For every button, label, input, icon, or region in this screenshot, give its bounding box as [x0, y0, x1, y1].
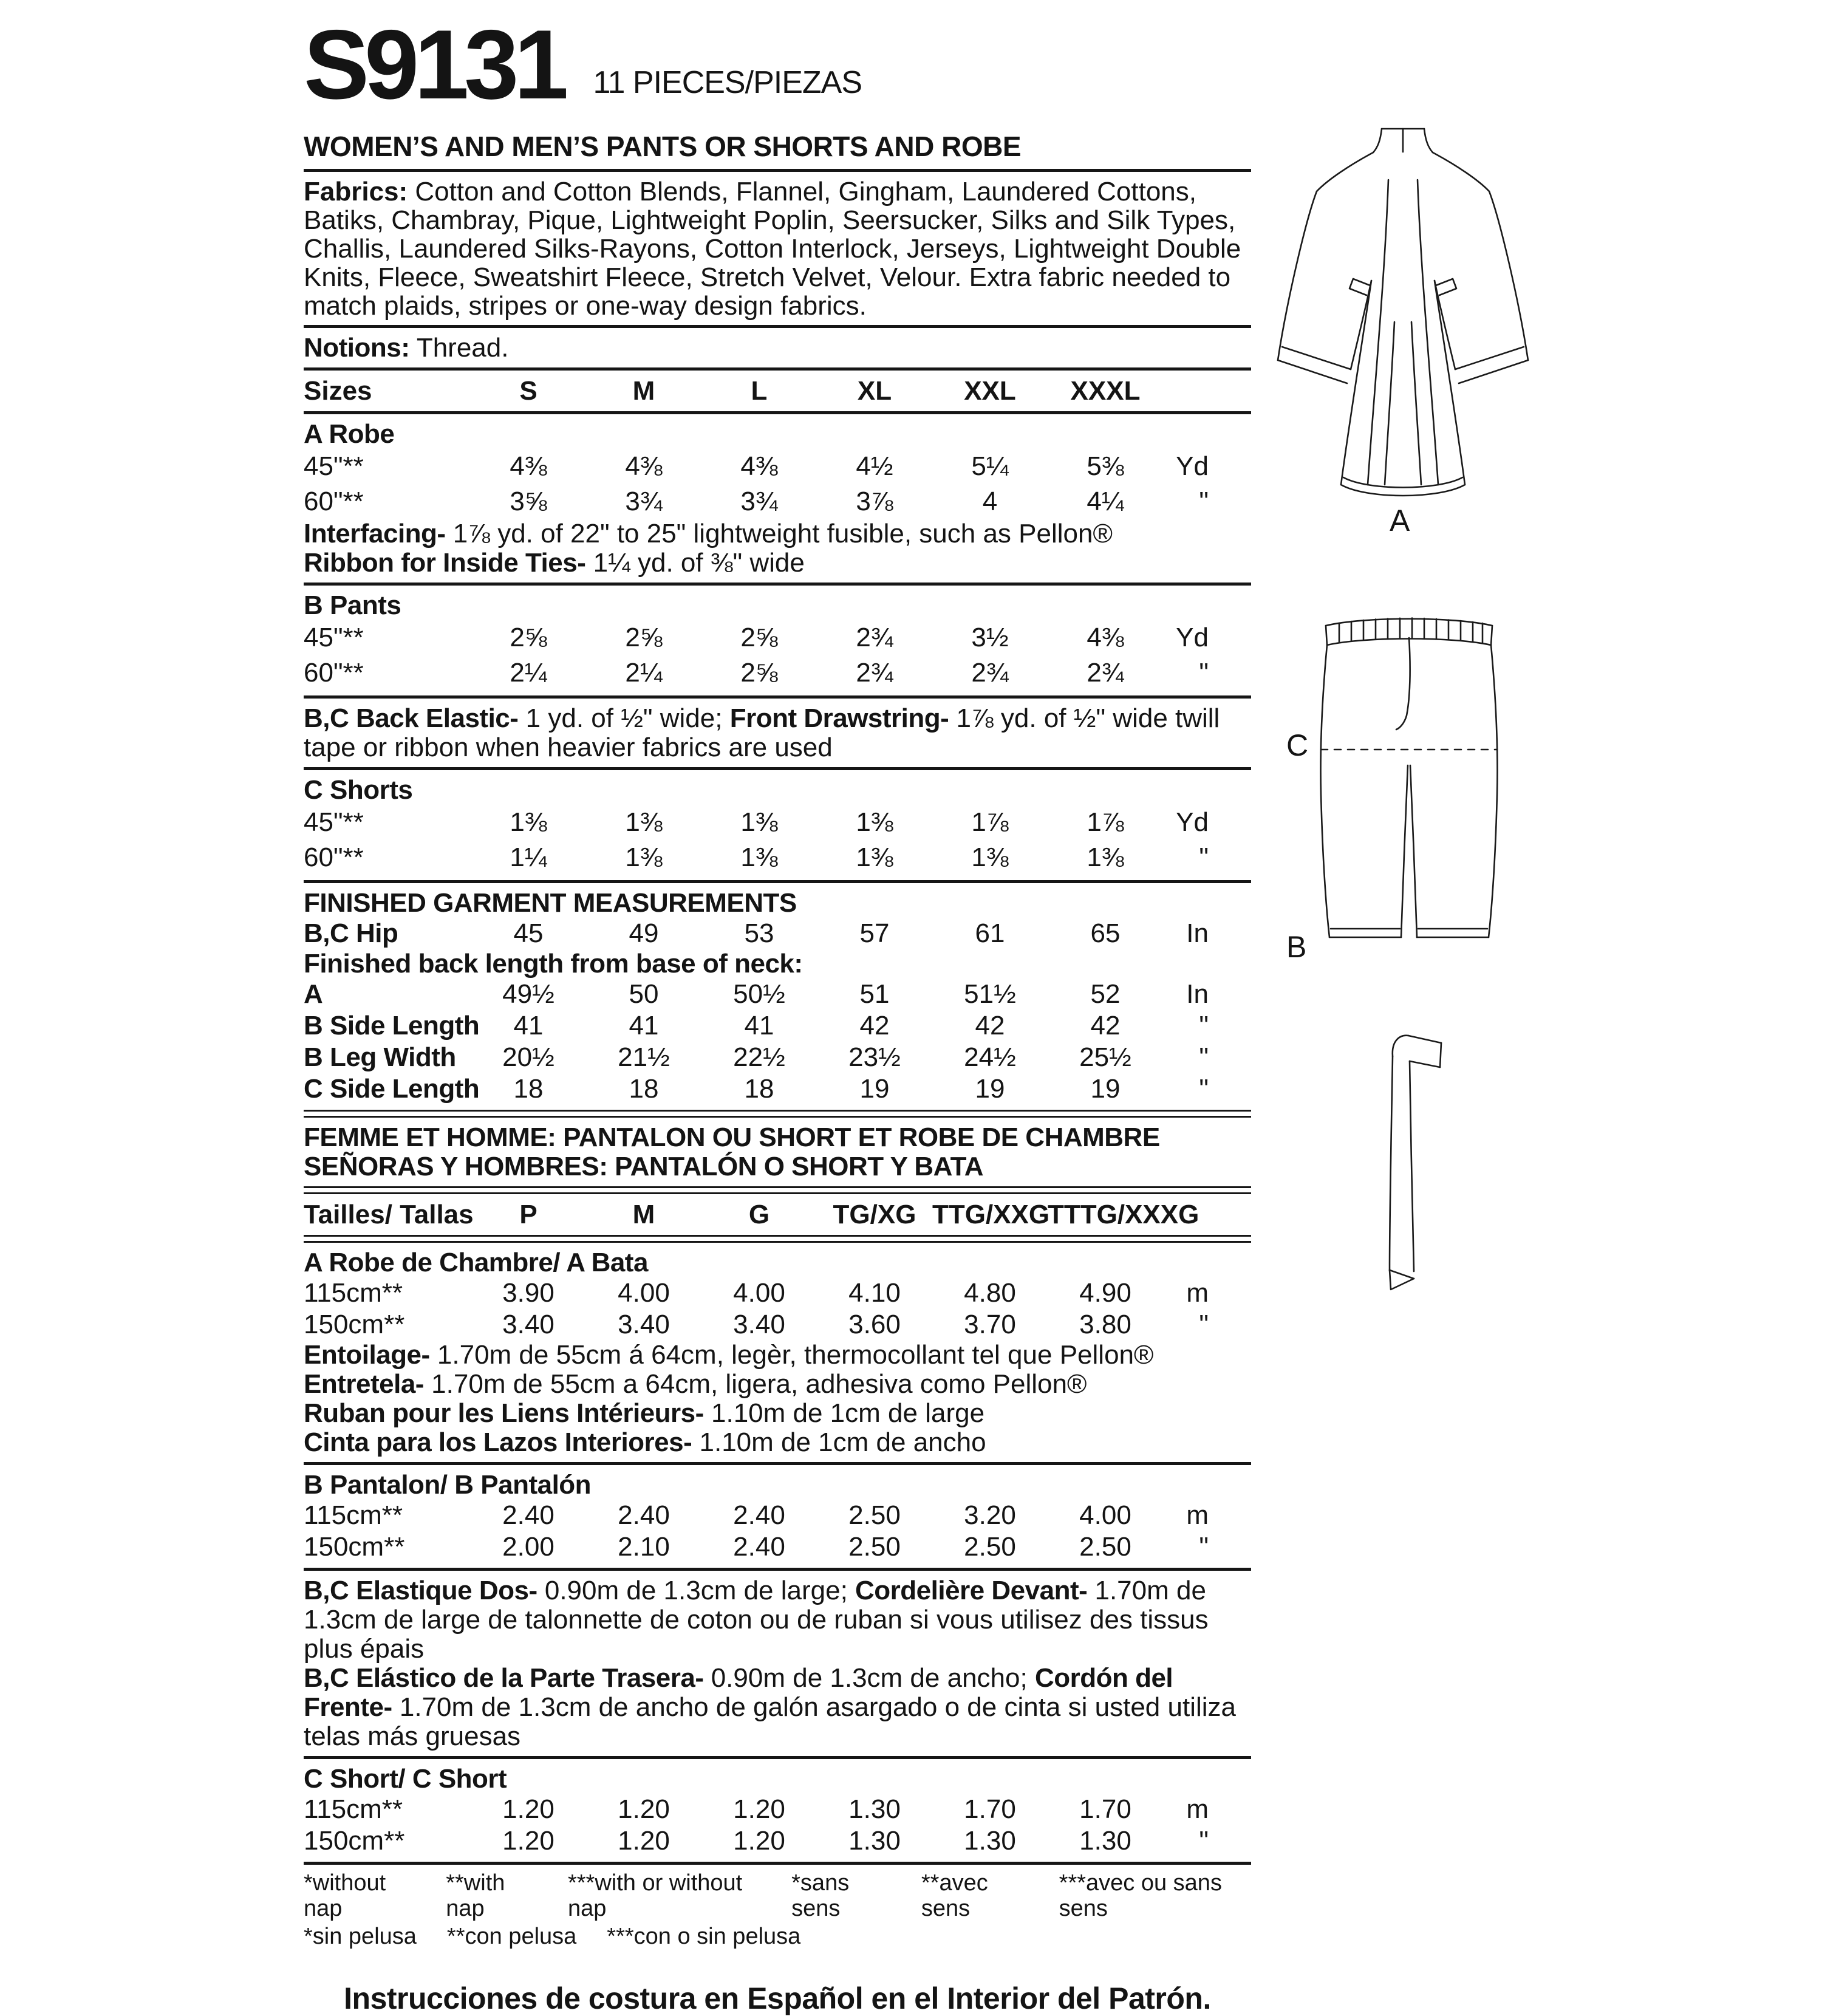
- table-row: [304, 1010, 1251, 1042]
- table-row: [304, 1825, 1251, 1857]
- table-cell: 2.10: [618, 1532, 670, 1562]
- note-lead: B,C Elastique Dos-: [304, 1576, 537, 1605]
- table-cell: 3⅞: [856, 487, 893, 516]
- footnotes-row-2: [304, 1924, 1251, 1949]
- table-cell: 1⅜: [856, 807, 893, 837]
- note-lead: Notions:: [304, 333, 410, 363]
- table-cell: 2⅝: [625, 623, 663, 652]
- tie-figure: [1370, 1030, 1448, 1303]
- row-label: B Side Length: [304, 1011, 480, 1040]
- table-cell: 41: [744, 1011, 774, 1040]
- table-cell: 2¼: [625, 658, 663, 688]
- robe-metric-table: [304, 1277, 1251, 1341]
- footnotes-row-1: [304, 1870, 1251, 1921]
- note-lead: Entretela-: [304, 1369, 424, 1399]
- unit-cell: m: [1186, 1794, 1209, 1824]
- table-cell: 4.10: [848, 1278, 901, 1308]
- row-label: 45"**: [304, 451, 364, 481]
- row-label: 45"**: [304, 623, 364, 652]
- header-label: Tailles/ Tallas: [304, 1200, 474, 1229]
- footnote-item: **with nap: [446, 1870, 505, 1921]
- sizes-header-row: [304, 376, 1251, 406]
- table-row: [304, 1309, 1251, 1341]
- divider: [304, 169, 1251, 172]
- table-cell: 1.20: [618, 1826, 670, 1856]
- unit-cell: ": [1199, 1532, 1209, 1562]
- table-cell: 4.00: [733, 1278, 785, 1308]
- table-cell: 2.00: [502, 1532, 554, 1562]
- table-cell: 1⅞: [1087, 807, 1124, 837]
- row-label: 115cm**: [304, 1500, 403, 1530]
- table-cell: 41: [513, 1011, 544, 1040]
- table-cell: 41: [629, 1011, 659, 1040]
- unit-cell: In: [1186, 918, 1209, 948]
- length-measurements-table: [304, 979, 1251, 1105]
- unit-cell: ": [1199, 658, 1209, 688]
- table-cell: 3.20: [964, 1500, 1016, 1530]
- table-cell: 2⅝: [740, 658, 778, 688]
- table-cell: 42: [1090, 1011, 1121, 1040]
- unit-cell: ": [1199, 1310, 1209, 1339]
- table-cell: 61: [975, 918, 1005, 948]
- note-lead: Cinta para los Lazos Interiores-: [304, 1427, 692, 1457]
- note-lead: Cordón del Frente-: [304, 1663, 1173, 1722]
- entoilage-note: [304, 1341, 1251, 1370]
- table-cell: 1⅜: [856, 842, 893, 872]
- page-title: WOMEN’S AND MEN’S PANTS OR SHORTS AND ROBE: [304, 131, 1021, 162]
- column-header: XL: [857, 376, 892, 406]
- table-cell: 3⅝: [510, 487, 547, 516]
- interfacing-note: [304, 519, 1251, 548]
- unit-cell: ": [1199, 1011, 1209, 1040]
- row-label: 115cm**: [304, 1278, 403, 1308]
- footnote-item: *without nap: [304, 1870, 386, 1921]
- table-cell: 2.40: [733, 1532, 785, 1562]
- table-cell: 3.80: [1079, 1310, 1131, 1339]
- section-title-b-pants: B Pants: [304, 590, 401, 620]
- table-cell: 1.70: [964, 1794, 1016, 1824]
- note-text: 1.10m de 1cm de large: [703, 1398, 985, 1428]
- row-label: 115cm**: [304, 1794, 403, 1824]
- column-header: G: [748, 1200, 770, 1229]
- footnotes-spanish: [304, 1924, 800, 1949]
- row-label: 150cm**: [304, 1310, 405, 1339]
- table-cell: 3.40: [733, 1310, 785, 1339]
- column-header: M: [632, 1200, 655, 1229]
- table-cell: 51: [859, 979, 890, 1009]
- table-cell: 3.60: [848, 1310, 901, 1339]
- hip-measurements-table: [304, 918, 1251, 949]
- divider: [304, 1756, 1251, 1759]
- column-header: L: [751, 376, 768, 406]
- table-cell: 4⅜: [625, 451, 663, 481]
- table-cell: 52: [1090, 979, 1121, 1009]
- table-row: [304, 1042, 1251, 1073]
- note-lead: Entoilage-: [304, 1340, 430, 1370]
- table-cell: 4⅜: [1087, 623, 1124, 652]
- row-label: B,C Hip: [304, 918, 398, 948]
- table-cell: 4⅜: [510, 451, 547, 481]
- row-label: 60"**: [304, 487, 364, 516]
- pattern-number: S9131: [304, 10, 564, 120]
- note-lead: Front Drawstring-: [729, 703, 949, 733]
- note-text: 1.10m de 1cm de ancho: [692, 1427, 986, 1457]
- unit-cell: ": [1199, 1826, 1209, 1856]
- table-cell: 1.30: [848, 1794, 901, 1824]
- table-cell: 2¾: [856, 623, 893, 652]
- table-cell: 3¾: [740, 487, 778, 516]
- table-cell: 2¾: [856, 658, 893, 688]
- table-row: [304, 840, 1251, 875]
- intl-heading-french: FEMME ET HOMME: PANTALON OU SHORT ET ROBE DE CHAMBRE: [304, 1122, 1160, 1152]
- elastique-note-fr: [304, 1576, 1251, 1664]
- table-cell: 1.20: [618, 1794, 670, 1824]
- table-header-row: [304, 1200, 1251, 1230]
- column-header: TG/XG: [833, 1200, 916, 1229]
- column-header: TTG/XXG: [932, 1200, 1050, 1229]
- brand-row: [304, 10, 1251, 120]
- fabrics-paragraph: [304, 177, 1251, 320]
- table-cell: 1⅜: [740, 842, 778, 872]
- table-cell: 2¼: [510, 658, 547, 688]
- table-cell: 3.70: [964, 1310, 1016, 1339]
- table-cell: 2.40: [618, 1500, 670, 1530]
- table-cell: 1.20: [502, 1794, 554, 1824]
- row-label: C Side Length: [304, 1074, 480, 1104]
- short-metric-table: [304, 1794, 1251, 1857]
- column-header: TTTG/XXXG: [1048, 1200, 1199, 1229]
- unit-cell: m: [1186, 1278, 1209, 1308]
- table-cell: 24½: [964, 1042, 1016, 1072]
- shorts-view-label: C: [1286, 728, 1309, 762]
- note-text: Thread.: [409, 333, 509, 363]
- divider: [304, 1235, 1251, 1243]
- table-row: [304, 1794, 1251, 1825]
- note-text: 1 yd. of ½" wide;: [518, 703, 730, 733]
- table-row: [304, 449, 1251, 484]
- table-cell: 1.20: [733, 1826, 785, 1856]
- table-row: [304, 620, 1251, 655]
- note-lead: B,C Back Elastic-: [304, 703, 519, 733]
- column-header: P: [519, 1200, 537, 1229]
- table-cell: 50½: [733, 979, 785, 1009]
- table-cell: 2.40: [733, 1500, 785, 1530]
- table-cell: 4.00: [618, 1278, 670, 1308]
- table-cell: 2.50: [1079, 1532, 1131, 1562]
- pants-figure: [1309, 612, 1509, 952]
- divider: [304, 767, 1251, 770]
- table-cell: 1⅜: [625, 807, 663, 837]
- table-cell: 1⅞: [971, 807, 1009, 837]
- divider: [304, 583, 1251, 586]
- table-cell: 2.50: [964, 1532, 1016, 1562]
- footnotes-french: [791, 1870, 1251, 1921]
- table-cell: 42: [975, 1011, 1005, 1040]
- note-lead: Ruban pour les Liens Intérieurs-: [304, 1398, 704, 1428]
- table-cell: 49½: [502, 979, 554, 1009]
- note-text: 1¼ yd. of ⅜" wide: [585, 548, 805, 578]
- tie-line-art: [1370, 1030, 1448, 1303]
- divider: [304, 695, 1251, 699]
- table-header-row: [304, 376, 1251, 406]
- back-length-subheader: Finished back length from base of neck:: [304, 949, 803, 979]
- table-cell: 3.40: [502, 1310, 554, 1339]
- table-cell: 1.70: [1079, 1794, 1131, 1824]
- spanish-instructions-footer: Instrucciones de costura en Español en el Interior del Patrón.: [344, 1981, 1211, 2015]
- table-cell: 1.20: [733, 1794, 785, 1824]
- table-cell: 65: [1090, 918, 1121, 948]
- divider: [304, 325, 1251, 328]
- footnote-item: **con pelusa: [446, 1924, 577, 1949]
- column-header: XXL: [964, 376, 1016, 406]
- pantalon-metric-table: [304, 1500, 1251, 1563]
- divider: [304, 880, 1251, 883]
- table-cell: 2.40: [502, 1500, 554, 1530]
- pants-line-art: [1309, 612, 1509, 952]
- table-cell: 4.00: [1079, 1500, 1131, 1530]
- table-cell: 18: [513, 1074, 544, 1104]
- b-pants-yardage-table: [304, 620, 1251, 691]
- table-cell: 1¼: [510, 842, 547, 872]
- column-header: S: [519, 376, 537, 406]
- table-cell: 18: [629, 1074, 659, 1104]
- footnote-item: *sans sens: [791, 1870, 850, 1921]
- table-cell: 20½: [502, 1042, 554, 1072]
- robe-line-art: [1269, 121, 1537, 522]
- divider: [304, 367, 1251, 371]
- note-text: 1⅞ yd. of ½" wide twill tape or ribbon when heavier fabrics are used: [304, 703, 1220, 762]
- footnotes-english: [304, 1870, 761, 1921]
- table-cell: 50: [629, 979, 659, 1009]
- robe-figure: [1269, 121, 1537, 522]
- unit-cell: ": [1199, 1042, 1209, 1072]
- table-cell: 57: [859, 918, 890, 948]
- table-cell: 25½: [1079, 1042, 1131, 1072]
- table-row: [304, 918, 1251, 949]
- table-cell: 3¾: [625, 487, 663, 516]
- finished-measurements-section: [304, 889, 1251, 1105]
- note-text: Cotton and Cotton Blends, Flannel, Gingham, Laundered Cottons, Batiks, Chambray, Pique, Lightweight Poplin, Seersucker, Silks and Silk Types, Challis, Laundered Silks-Rayons, Cotton Interlock, Jerseys, Lightweight Double Knits, Fleece, Sweatshirt Fleece, Stretch Velvet, Velour. Extra fabric needed to match plaids, stripes or one-way design fabrics.: [304, 177, 1241, 321]
- table-cell: 1⅜: [971, 842, 1009, 872]
- note-lead: Interfacing-: [304, 519, 446, 548]
- note-text: 1.70m de 55cm a 64cm, ligera, adhesiva como Pellon®: [423, 1369, 1087, 1399]
- unit-cell: ": [1199, 1074, 1209, 1104]
- footnote-item: **avec sens: [921, 1870, 988, 1921]
- table-cell: 19: [859, 1074, 890, 1104]
- table-cell: 1.30: [1079, 1826, 1131, 1856]
- table-row: [304, 1531, 1251, 1563]
- table-cell: 1.20: [502, 1826, 554, 1856]
- unit-cell: Yd: [1176, 623, 1209, 652]
- note-text: 0.90m de 1.3cm de ancho;: [703, 1663, 1035, 1693]
- unit-cell: ": [1199, 842, 1209, 872]
- table-cell: 49: [629, 918, 659, 948]
- table-row: [304, 655, 1251, 691]
- note-text: 1⅞ yd. of 22" to 25" lightweight fusible, such as Pellon®: [445, 519, 1113, 548]
- note-text: 1.70m de 1.3cm de ancho de galón asargado o de cinta si usted utiliza telas más gruesas: [304, 1692, 1236, 1751]
- table-cell: 4¼: [1087, 487, 1124, 516]
- section-title-short: C Short/ C Short: [304, 1764, 507, 1794]
- note-text: 1.70m de 1.3cm de large de talonnette de coton ou de ruban si vous utilisez des tissus plus épais: [304, 1576, 1209, 1664]
- table-cell: 19: [975, 1074, 1005, 1104]
- unit-cell: Yd: [1176, 807, 1209, 837]
- unit-cell: [1163, 1200, 1251, 1230]
- table-row: [304, 979, 1251, 1010]
- table-cell: 1⅜: [510, 807, 547, 837]
- pants-view-label: B: [1286, 930, 1307, 964]
- section-title-pantalon: B Pantalon/ B Pantalón: [304, 1470, 592, 1500]
- table-cell: 2.50: [848, 1532, 901, 1562]
- divider: [304, 411, 1251, 414]
- section-title-c-shorts: C Shorts: [304, 775, 413, 805]
- column-header: XXXL: [1070, 376, 1141, 406]
- header-label: Sizes: [304, 376, 372, 406]
- table-cell: 4: [982, 487, 998, 516]
- table-cell: 5⅜: [1087, 451, 1124, 481]
- finished-measurements-title: FINISHED GARMENT MEASUREMENTS: [304, 888, 797, 918]
- note-lead: Ribbon for Inside Ties-: [304, 548, 586, 578]
- unit-cell: [1163, 376, 1251, 406]
- note-lead: Cordelière Devant-: [855, 1576, 1088, 1605]
- table-cell: 3.90: [502, 1278, 554, 1308]
- table-cell: 42: [859, 1011, 890, 1040]
- table-row: [304, 484, 1251, 519]
- table-cell: 1⅜: [740, 807, 778, 837]
- table-cell: 19: [1090, 1074, 1121, 1104]
- footnote-item: ***avec ou sans sens: [1059, 1870, 1222, 1921]
- row-label: 60"**: [304, 842, 364, 872]
- table-cell: 1⅜: [1087, 842, 1124, 872]
- table-cell: 2.50: [848, 1500, 901, 1530]
- table-cell: 53: [744, 918, 774, 948]
- table-cell: 22½: [733, 1042, 785, 1072]
- table-row: [304, 805, 1251, 840]
- table-cell: 4.80: [964, 1278, 1016, 1308]
- intl-heading-spanish: SEÑORAS Y HOMBRES: PANTALÓN O SHORT Y BATA: [304, 1152, 984, 1181]
- footnote-item: ***with or without nap: [567, 1870, 743, 1921]
- pieces-count: 11 PIECES/PIEZAS: [593, 65, 862, 100]
- table-cell: 4½: [856, 451, 893, 481]
- note-lead: B,C Elástico de la Parte Trasera-: [304, 1663, 704, 1693]
- footnote-item: ***con o sin pelusa: [607, 1924, 801, 1949]
- table-row: [304, 1073, 1251, 1105]
- row-label: 150cm**: [304, 1826, 405, 1856]
- note-text: 0.90m de 1.3cm de large;: [537, 1576, 856, 1605]
- table-cell: 51½: [964, 979, 1016, 1009]
- note-lead: Fabrics:: [304, 177, 408, 207]
- entretela-note: [304, 1370, 1251, 1399]
- table-cell: 1⅜: [625, 842, 663, 872]
- column-header: M: [632, 376, 655, 406]
- note-text: 1.70m de 55cm á 64cm, legèr, thermocollant tel que Pellon®: [429, 1340, 1154, 1370]
- table-cell: 2¾: [1087, 658, 1124, 688]
- table-cell: 2¾: [971, 658, 1009, 688]
- table-row: [304, 1277, 1251, 1309]
- unit-cell: Yd: [1176, 451, 1209, 481]
- table-cell: 5¼: [971, 451, 1009, 481]
- metric-section: [304, 1248, 1251, 1865]
- c-shorts-yardage-table: [304, 805, 1251, 875]
- row-label: A: [304, 979, 323, 1009]
- robe-view-label: A: [1390, 504, 1410, 538]
- divider: [304, 1186, 1251, 1194]
- info-column: [304, 10, 1251, 2016]
- table-cell: 2⅝: [740, 623, 778, 652]
- table-cell: 1.30: [964, 1826, 1016, 1856]
- table-cell: 1.30: [848, 1826, 901, 1856]
- ribbon-note: [304, 548, 1251, 578]
- section-title-robe-fr: A Robe de Chambre/ A Bata: [304, 1248, 648, 1277]
- table-cell: 3½: [971, 623, 1009, 652]
- divider: [304, 1462, 1251, 1465]
- ruban-note: [304, 1399, 1251, 1428]
- divider: [304, 1568, 1251, 1571]
- unit-cell: In: [1186, 979, 1209, 1009]
- unit-cell: m: [1186, 1500, 1209, 1530]
- elastic-drawstring-note: [304, 704, 1251, 762]
- table-cell: 2⅝: [510, 623, 547, 652]
- row-label: B Leg Width: [304, 1042, 456, 1072]
- row-label: 150cm**: [304, 1532, 405, 1562]
- divider: [304, 1862, 1251, 1865]
- table-cell: 21½: [618, 1042, 670, 1072]
- section-title-a-robe: A Robe: [304, 419, 395, 449]
- table-cell: 3.40: [618, 1310, 670, 1339]
- table-row: [304, 1500, 1251, 1531]
- row-label: 60"**: [304, 658, 364, 688]
- notions-line: [304, 333, 1251, 363]
- elastico-note-es: [304, 1664, 1251, 1751]
- table-cell: 18: [744, 1074, 774, 1104]
- cinta-note: [304, 1428, 1251, 1457]
- tailles-header-row: [304, 1200, 1251, 1230]
- table-cell: 4.90: [1079, 1278, 1131, 1308]
- footnote-item: *sin pelusa: [304, 1924, 417, 1949]
- row-label: 45"**: [304, 807, 364, 837]
- unit-cell: ": [1199, 487, 1209, 516]
- table-cell: 23½: [848, 1042, 901, 1072]
- a-robe-yardage-table: [304, 449, 1251, 519]
- table-cell: 45: [513, 918, 544, 948]
- table-cell: 4⅜: [740, 451, 778, 481]
- divider: [304, 1110, 1251, 1118]
